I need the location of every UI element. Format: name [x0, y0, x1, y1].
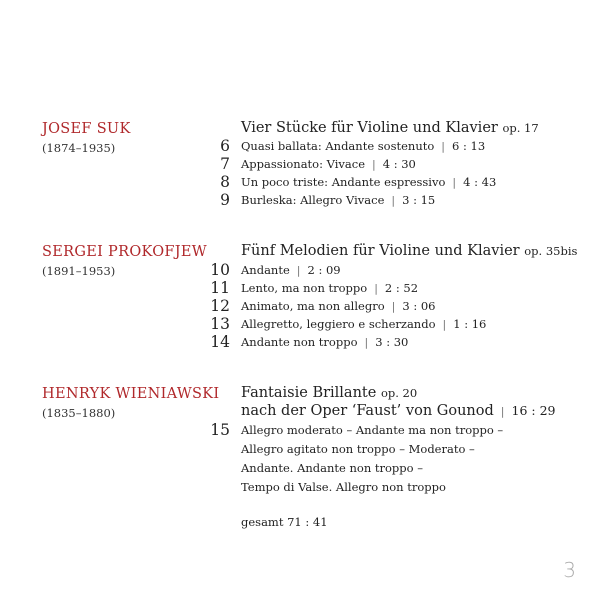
track-title: Lento, ma non troppo: [241, 281, 368, 295]
page-number: 3: [563, 558, 576, 582]
track-number: 10: [210, 261, 230, 279]
separator: |: [372, 158, 376, 171]
work-title-text: Fünf Melodien für Violine und Klavier: [241, 243, 520, 259]
track-duration: 3 : 30: [375, 335, 409, 349]
track-row: [241, 137, 485, 156]
separator: |: [374, 282, 378, 295]
separator: |: [296, 264, 301, 277]
track-title: Un poco triste: Andante espressivo: [241, 175, 446, 189]
composer-name: JOSEF SUK: [42, 121, 131, 137]
track-number: 12: [210, 297, 230, 315]
composer-dates: (1874–1935): [42, 141, 116, 155]
track-duration: 2 : 52: [384, 281, 419, 295]
track-duration: 3 : 15: [402, 193, 436, 207]
track-title: Allegretto, leggiero e scherzando: [241, 317, 436, 331]
track-title: Quasi ballata: Andante sostenuto: [241, 139, 435, 153]
movement-line: Tempo di Valse. Allegro non troppo: [241, 480, 446, 494]
work-title: [241, 243, 577, 259]
track-number: 11: [210, 279, 230, 297]
track-duration: 1 : 16: [453, 317, 487, 331]
track-duration: 3 : 06: [402, 299, 436, 313]
separator: |: [500, 405, 505, 418]
work-subtitle-text: nach der Oper ‘Faust’ von Gounod: [241, 403, 494, 419]
track-number: 6: [220, 137, 230, 155]
track-title: Andante: [241, 263, 290, 277]
composer-name: SERGEI PROKOFJEW: [42, 244, 207, 260]
composer-wieniawski: [42, 385, 219, 421]
movement-line: Andante. Andante non troppo –: [241, 461, 423, 475]
track-row: [241, 191, 435, 210]
movement-line: Allegro agitato non troppo – Moderato –: [241, 442, 475, 456]
composer-prokofjew: [42, 243, 207, 279]
track-number: 8: [220, 173, 230, 191]
work-opus: op. 17: [502, 121, 539, 135]
composer-dates: (1891–1953): [42, 264, 116, 278]
movement-line: Allegro moderato – Andante ma non troppo –: [241, 423, 504, 437]
work-title-text: Vier Stücke für Violine und Klavier: [241, 120, 498, 136]
track-row: [241, 261, 341, 280]
work-title: [241, 385, 417, 401]
work-subtitle: [241, 403, 555, 419]
separator: |: [391, 300, 396, 313]
track-row: [241, 173, 496, 192]
composer-suk: [42, 120, 131, 156]
work-title-text: Fantaisie Brillante: [241, 385, 377, 401]
work-duration: 16 : 29: [511, 403, 556, 418]
separator: |: [442, 318, 447, 331]
track-number: 9: [220, 191, 230, 209]
separator: |: [364, 336, 369, 349]
work-title: [241, 120, 539, 136]
track-title: Burleska: Allegro Vivace: [241, 193, 385, 207]
work-opus: op. 35bis: [524, 244, 578, 258]
track-number: 7: [220, 155, 230, 173]
track-number: 13: [210, 315, 230, 333]
composer-name: HENRYK WIENIAWSKI: [42, 386, 220, 402]
track-duration: 2 : 09: [307, 263, 341, 277]
track-number: 15: [210, 421, 230, 439]
track-duration: 4 : 30: [382, 157, 416, 171]
total-duration: gesamt 71 : 41: [241, 515, 328, 529]
composer-dates: (1835–1880): [42, 406, 116, 420]
track-row: [241, 155, 416, 174]
track-title: Animato, ma non allegro: [241, 299, 385, 313]
track-row: [241, 297, 435, 316]
track-duration: 4 : 43: [463, 175, 497, 189]
track-row: [241, 279, 418, 298]
separator: |: [391, 194, 396, 207]
track-row: [241, 315, 486, 334]
separator: |: [452, 176, 457, 189]
track-row: [241, 333, 408, 352]
track-number: 14: [210, 333, 230, 351]
separator: |: [441, 140, 446, 153]
track-title: Andante non troppo: [241, 335, 358, 349]
track-duration: 6 : 13: [452, 139, 486, 153]
track-title: Appassionato: Vivace: [241, 157, 366, 171]
work-opus: op. 20: [380, 386, 418, 400]
